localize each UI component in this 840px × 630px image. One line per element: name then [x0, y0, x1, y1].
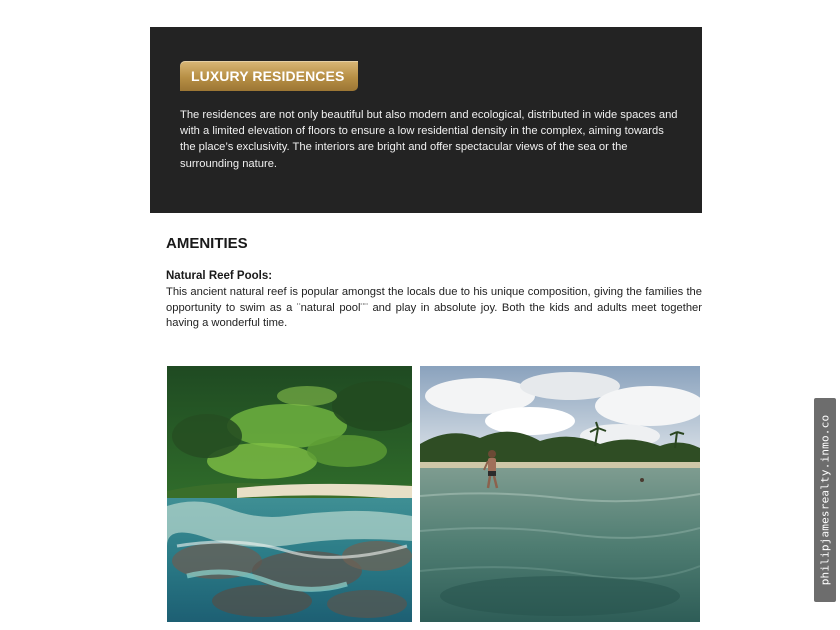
website-watermark	[814, 398, 836, 602]
shallow-reef-illustration	[420, 366, 700, 622]
amenities-heading: AMENITIES	[166, 235, 248, 252]
luxury-residences-banner	[150, 27, 702, 213]
luxury-residences-badge: LUXURY RESIDENCES	[180, 61, 358, 91]
website-watermark-text: philipjamesrealty.inmo.co	[818, 414, 832, 586]
luxury-residences-description: The residences are not only beautiful but also modern and ecological, distributed in wide spaces and with a limited elevation of floors to ensure a low residential density in the complex, aiming towards the place’s exclusivity. The interiors are bright and offer spectacular views of the sea or the surrounding nature.	[180, 109, 678, 170]
aerial-reef-illustration	[167, 366, 412, 622]
shallow-reef-walk-photo	[420, 366, 700, 622]
aerial-reef-photo	[167, 366, 412, 622]
natural-reef-pools-heading: Natural Reef Pools:	[166, 270, 273, 282]
natural-reef-pools-description: This ancient natural reef is popular amongst the locals due to his unique composition, giving the families the opportunity to swim as a ¨natural pool¨¨ and play in absolute joy. Both the kids and adults meet together having a wonderful time.	[166, 286, 702, 330]
